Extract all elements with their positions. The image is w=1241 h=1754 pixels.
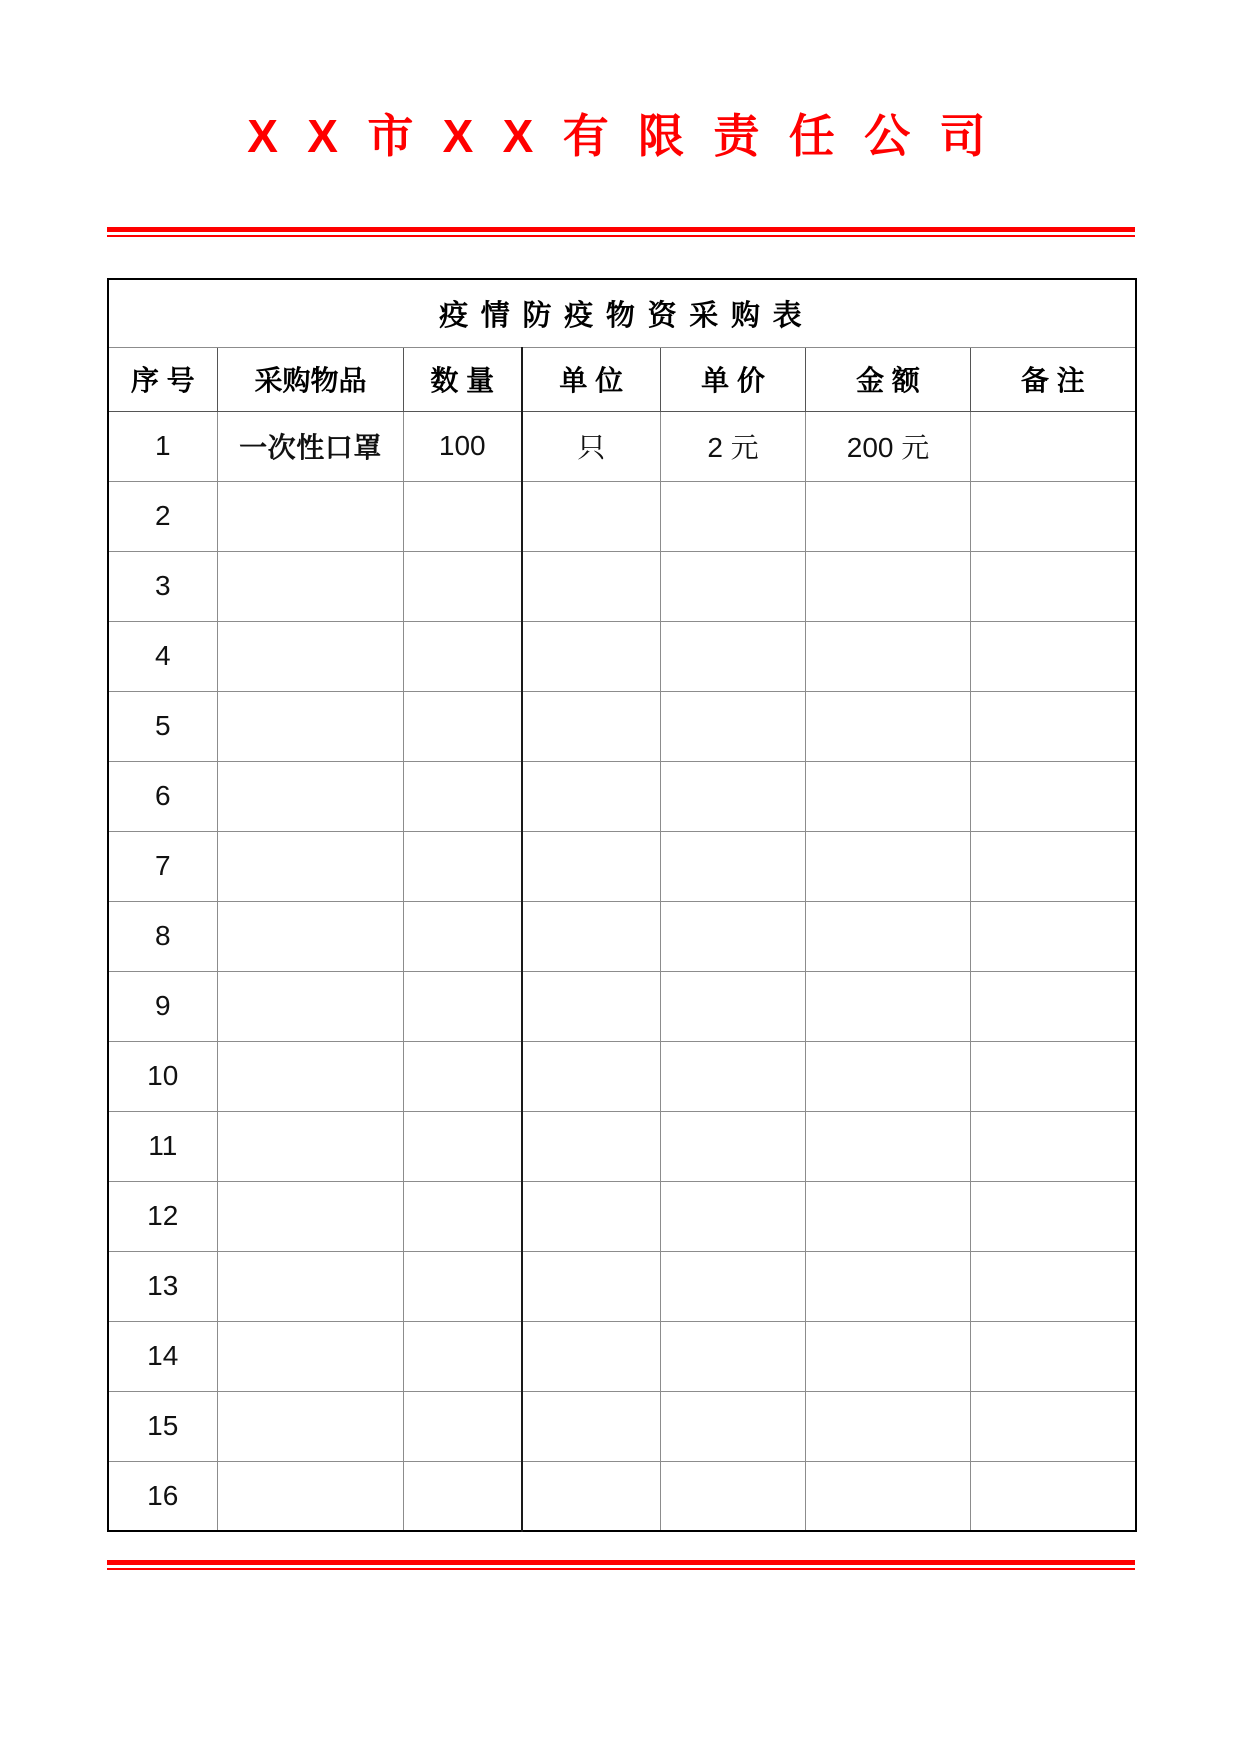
divider-thick-line — [107, 227, 1135, 232]
company-title: X X 市 X X 有 限 责 任 公 司 — [247, 110, 994, 162]
cell-unit[interactable] — [522, 1181, 661, 1251]
cell-qty[interactable] — [404, 1181, 522, 1251]
table-row — [108, 901, 1136, 971]
cell-no: 7 — [108, 831, 218, 901]
cell-unit[interactable] — [522, 761, 661, 831]
cell-unit[interactable]: 只 — [522, 411, 661, 481]
document-content — [107, 0, 1135, 1570]
cell-item[interactable] — [218, 1181, 404, 1251]
cell-note[interactable] — [971, 1251, 1136, 1321]
cell-qty[interactable] — [404, 831, 522, 901]
cell-no: 2 — [108, 481, 218, 551]
cell-amount[interactable] — [806, 1111, 971, 1181]
cell-no: 1 — [108, 411, 218, 481]
table-title: 疫 情 防 疫 物 资 采 购 表 — [108, 279, 1136, 347]
cell-unit[interactable] — [522, 1461, 661, 1531]
cell-item[interactable] — [218, 1391, 404, 1461]
cell-note[interactable] — [971, 1321, 1136, 1391]
cell-price[interactable] — [661, 971, 806, 1041]
cell-qty[interactable] — [404, 1111, 522, 1181]
column-header-note: 备 注 — [971, 347, 1136, 411]
cell-amount[interactable] — [806, 1181, 971, 1251]
cell-note[interactable] — [971, 1391, 1136, 1461]
cell-note[interactable] — [971, 481, 1136, 551]
cell-item[interactable] — [218, 971, 404, 1041]
cell-amount[interactable] — [806, 761, 971, 831]
table-row — [108, 1181, 1136, 1251]
column-header-qty: 数 量 — [404, 347, 522, 411]
cell-note[interactable] — [971, 971, 1136, 1041]
cell-note[interactable] — [971, 1111, 1136, 1181]
cell-price[interactable] — [661, 1041, 806, 1111]
cell-unit[interactable] — [522, 481, 661, 551]
cell-no: 6 — [108, 761, 218, 831]
cell-amount[interactable] — [806, 481, 971, 551]
cell-amount[interactable] — [806, 691, 971, 761]
cell-item[interactable] — [218, 901, 404, 971]
cell-item[interactable] — [218, 1461, 404, 1531]
column-header-no: 序 号 — [108, 347, 218, 411]
cell-price[interactable] — [661, 901, 806, 971]
cell-amount[interactable] — [806, 901, 971, 971]
cell-item[interactable] — [218, 1251, 404, 1321]
cell-item[interactable] — [218, 761, 404, 831]
cell-qty[interactable] — [404, 1251, 522, 1321]
cell-note[interactable] — [971, 1181, 1136, 1251]
cell-note[interactable] — [971, 901, 1136, 971]
cell-qty[interactable] — [404, 481, 522, 551]
cell-qty[interactable] — [404, 901, 522, 971]
cell-price[interactable] — [661, 1461, 806, 1531]
cell-amount[interactable] — [806, 831, 971, 901]
cell-amount[interactable] — [806, 1041, 971, 1111]
cell-no: 16 — [108, 1461, 218, 1531]
divider-thick-line — [107, 1560, 1135, 1565]
table-row — [108, 551, 1136, 621]
cell-qty[interactable] — [404, 1041, 522, 1111]
cell-note[interactable] — [971, 691, 1136, 761]
cell-amount[interactable] — [806, 1321, 971, 1391]
cell-unit[interactable] — [522, 691, 661, 761]
cell-note[interactable] — [971, 411, 1136, 481]
cell-amount[interactable]: 200 元 — [806, 411, 971, 481]
cell-note[interactable] — [971, 621, 1136, 691]
cell-unit[interactable] — [522, 831, 661, 901]
cell-item[interactable] — [218, 621, 404, 691]
cell-amount[interactable] — [806, 1461, 971, 1531]
table-title-row — [108, 279, 1136, 347]
cell-item[interactable] — [218, 1111, 404, 1181]
cell-price[interactable] — [661, 621, 806, 691]
procurement-table — [107, 278, 1137, 1532]
cell-qty[interactable] — [404, 1391, 522, 1461]
cell-item[interactable]: 一次性口罩 — [218, 411, 404, 481]
cell-item[interactable] — [218, 831, 404, 901]
column-header-unit: 单 位 — [522, 347, 661, 411]
table-header-row — [108, 347, 1136, 411]
cell-note[interactable] — [971, 551, 1136, 621]
header-divider — [107, 227, 1135, 237]
cell-price[interactable] — [661, 1111, 806, 1181]
table-row — [108, 481, 1136, 551]
cell-no: 11 — [108, 1111, 218, 1181]
cell-amount[interactable] — [806, 621, 971, 691]
cell-qty[interactable] — [404, 761, 522, 831]
cell-item[interactable] — [218, 481, 404, 551]
cell-price[interactable] — [661, 1181, 806, 1251]
table-row — [108, 1251, 1136, 1321]
cell-unit[interactable] — [522, 971, 661, 1041]
column-header-item: 采购物品 — [218, 347, 404, 411]
cell-unit[interactable] — [522, 1251, 661, 1321]
cell-qty[interactable] — [404, 1321, 522, 1391]
cell-price[interactable] — [661, 1321, 806, 1391]
table-row — [108, 691, 1136, 761]
cell-qty[interactable] — [404, 971, 522, 1041]
cell-item[interactable] — [218, 1321, 404, 1391]
table-row — [108, 621, 1136, 691]
cell-item[interactable] — [218, 551, 404, 621]
cell-no: 13 — [108, 1251, 218, 1321]
cell-no: 10 — [108, 1041, 218, 1111]
cell-no: 8 — [108, 901, 218, 971]
cell-price[interactable] — [661, 551, 806, 621]
cell-qty[interactable] — [404, 621, 522, 691]
table-row — [108, 971, 1136, 1041]
table-row — [108, 1041, 1136, 1111]
cell-unit[interactable] — [522, 621, 661, 691]
divider-thin-line — [107, 235, 1135, 237]
cell-item[interactable] — [218, 691, 404, 761]
cell-price[interactable] — [661, 761, 806, 831]
cell-item[interactable] — [218, 1041, 404, 1111]
table-row — [108, 831, 1136, 901]
cell-price[interactable] — [661, 1251, 806, 1321]
cell-qty[interactable] — [404, 1461, 522, 1531]
cell-unit[interactable] — [522, 1111, 661, 1181]
cell-no: 15 — [108, 1391, 218, 1461]
cell-no: 3 — [108, 551, 218, 621]
cell-note[interactable] — [971, 1041, 1136, 1111]
cell-no: 14 — [108, 1321, 218, 1391]
cell-amount[interactable] — [806, 971, 971, 1041]
cell-no: 12 — [108, 1181, 218, 1251]
cell-unit[interactable] — [522, 551, 661, 621]
cell-price[interactable]: 2 元 — [661, 411, 806, 481]
cell-no: 5 — [108, 691, 218, 761]
cell-note[interactable] — [971, 761, 1136, 831]
cell-price[interactable] — [661, 691, 806, 761]
cell-amount[interactable] — [806, 1251, 971, 1321]
cell-amount[interactable] — [806, 551, 971, 621]
column-header-amount: 金 额 — [806, 347, 971, 411]
cell-qty[interactable]: 100 — [404, 411, 522, 481]
table-row — [108, 761, 1136, 831]
cell-note[interactable] — [971, 1461, 1136, 1531]
table-row — [108, 1461, 1136, 1531]
column-header-price: 单 价 — [661, 347, 806, 411]
table-body — [108, 411, 1136, 1531]
footer-divider — [107, 1560, 1135, 1570]
table-row — [108, 1111, 1136, 1181]
cell-price[interactable] — [661, 481, 806, 551]
cell-note[interactable] — [971, 831, 1136, 901]
cell-unit[interactable] — [522, 1391, 661, 1461]
cell-no: 9 — [108, 971, 218, 1041]
divider-thin-line — [107, 1568, 1135, 1570]
cell-qty[interactable] — [404, 551, 522, 621]
cell-amount[interactable] — [806, 1391, 971, 1461]
cell-price[interactable] — [661, 1391, 806, 1461]
cell-no: 4 — [108, 621, 218, 691]
table-row — [108, 1391, 1136, 1461]
cell-qty[interactable] — [404, 691, 522, 761]
cell-price[interactable] — [661, 831, 806, 901]
cell-unit[interactable] — [522, 901, 661, 971]
cell-unit[interactable] — [522, 1041, 661, 1111]
table-row — [108, 411, 1136, 481]
table-row — [108, 1321, 1136, 1391]
cell-unit[interactable] — [522, 1321, 661, 1391]
